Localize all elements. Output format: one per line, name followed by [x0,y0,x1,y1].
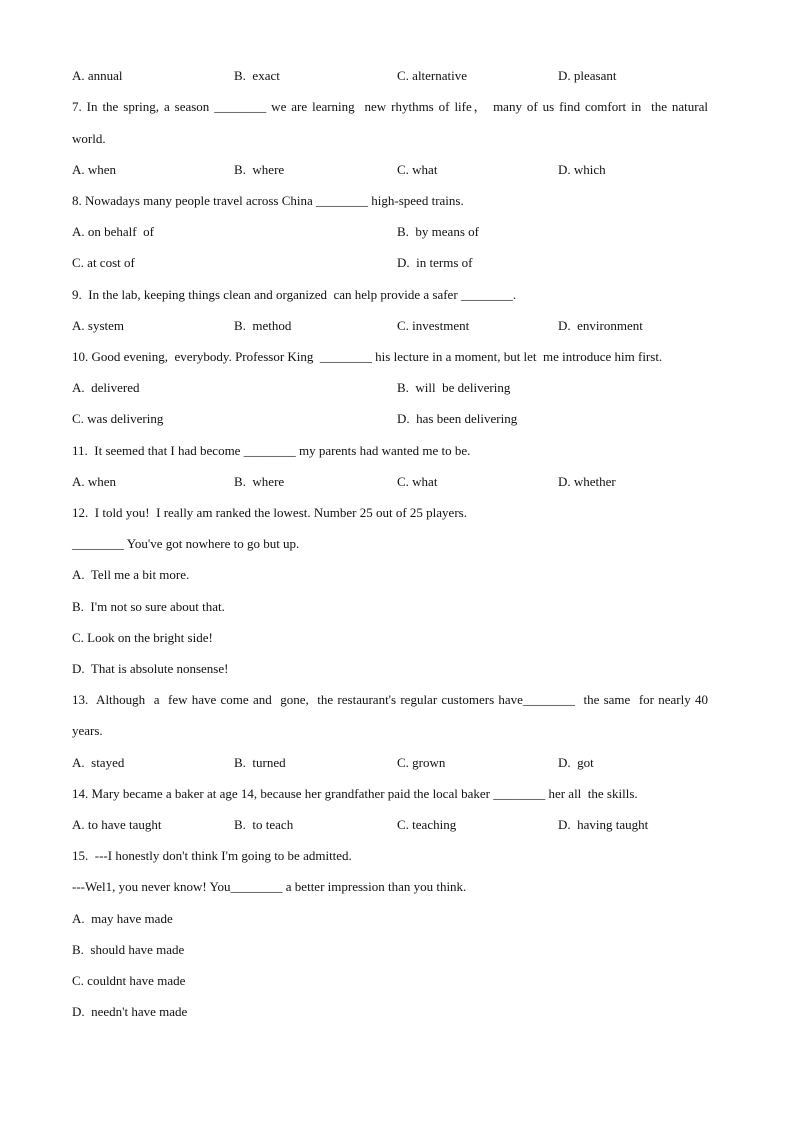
q14-stem: 14. Mary became a baker at age 14, because her grandfather paid the local baker ________ her all the skills. [72,786,638,801]
q13-option-a[interactable]: A. stayed [72,755,125,770]
q7-option-c[interactable]: C. what [397,162,438,177]
q6-option-c[interactable]: C. alternative [397,68,468,83]
q14-option-d[interactable]: D. having taught [558,817,649,832]
q8-option-b[interactable]: B. by means of [397,224,479,239]
q10-stem: 10. Good evening, everybody. Professor King ________ his lecture in a moment, but let me introduce him first. [72,349,663,364]
q7-stem-continued: world. [72,131,106,146]
q11-stem: 11. It seemed that I had become ________ my parents had wanted me to be. [72,443,471,458]
q14-option-a[interactable]: A. to have taught [72,817,162,832]
q7-stem: 7. In the spring, a season ________ we are learning new rhythms of life， many of us find comfort in the natural [72,99,708,114]
q6-option-a[interactable]: A. annual [72,68,123,83]
q11-option-a[interactable]: A. when [72,474,117,489]
q13-option-b[interactable]: B. turned [234,755,286,770]
q12-option-c[interactable]: C. Look on the bright side! [72,630,213,645]
q9-option-b[interactable]: B. method [234,318,292,333]
q13-stem-continued: years. [72,723,103,738]
q9-option-a[interactable]: A. system [72,318,124,333]
q7-option-a[interactable]: A. when [72,162,117,177]
q10-option-d[interactable]: D. has been delivering [397,411,518,426]
q11-option-d[interactable]: D. whether [558,474,616,489]
q13-option-d[interactable]: D. got [558,755,594,770]
q12-stem: 12. I told you! I really am ranked the lowest. Number 25 out of 25 players. [72,505,467,520]
q8-option-c[interactable]: C. at cost of [72,255,135,270]
q9-option-d[interactable]: D. environment [558,318,643,333]
q8-option-a[interactable]: A. on behalf of [72,224,154,239]
q9-stem: 9. In the lab, keeping things clean and organized can help provide a safer ________. [72,287,517,302]
q8-option-d[interactable]: D. in terms of [397,255,473,270]
q15-option-b[interactable]: B. should have made [72,942,185,957]
q6-option-b[interactable]: B. exact [234,68,280,83]
q7-option-d[interactable]: D. which [558,162,606,177]
q15-option-d[interactable]: D. needn't have made [72,1004,188,1019]
q14-option-c[interactable]: C. teaching [397,817,457,832]
q7-option-b[interactable]: B. where [234,162,285,177]
q13-stem: 13. Although a few have come and gone, the restaurant's regular customers have________ the same for nearly 40 [72,692,708,707]
q10-option-c[interactable]: C. was delivering [72,411,164,426]
q15-stem-reply: ---Wel1, you never know! You________ a better impression than you think. [72,879,467,894]
q12-option-d[interactable]: D. That is absolute nonsense! [72,661,229,676]
q12-option-b[interactable]: B. I'm not so sure about that. [72,599,225,614]
q6-option-d[interactable]: D. pleasant [558,68,617,83]
q15-stem: 15. ---I honestly don't think I'm going to be admitted. [72,848,352,863]
q10-option-b[interactable]: B. will be delivering [397,380,511,395]
q12-stem-reply: ________ You've got nowhere to go but up. [72,536,300,551]
q11-option-b[interactable]: B. where [234,474,285,489]
q13-option-c[interactable]: C. grown [397,755,446,770]
q8-stem: 8. Nowadays many people travel across China ________ high-speed trains. [72,193,464,208]
q14-option-b[interactable]: B. to teach [234,817,294,832]
q9-option-c[interactable]: C. investment [397,318,470,333]
q15-option-a[interactable]: A. may have made [72,911,173,926]
q11-option-c[interactable]: C. what [397,474,438,489]
q10-option-a[interactable]: A. delivered [72,380,140,395]
q12-option-a[interactable]: A. Tell me a bit more. [72,567,190,582]
q15-option-c[interactable]: C. couldnt have made [72,973,186,988]
